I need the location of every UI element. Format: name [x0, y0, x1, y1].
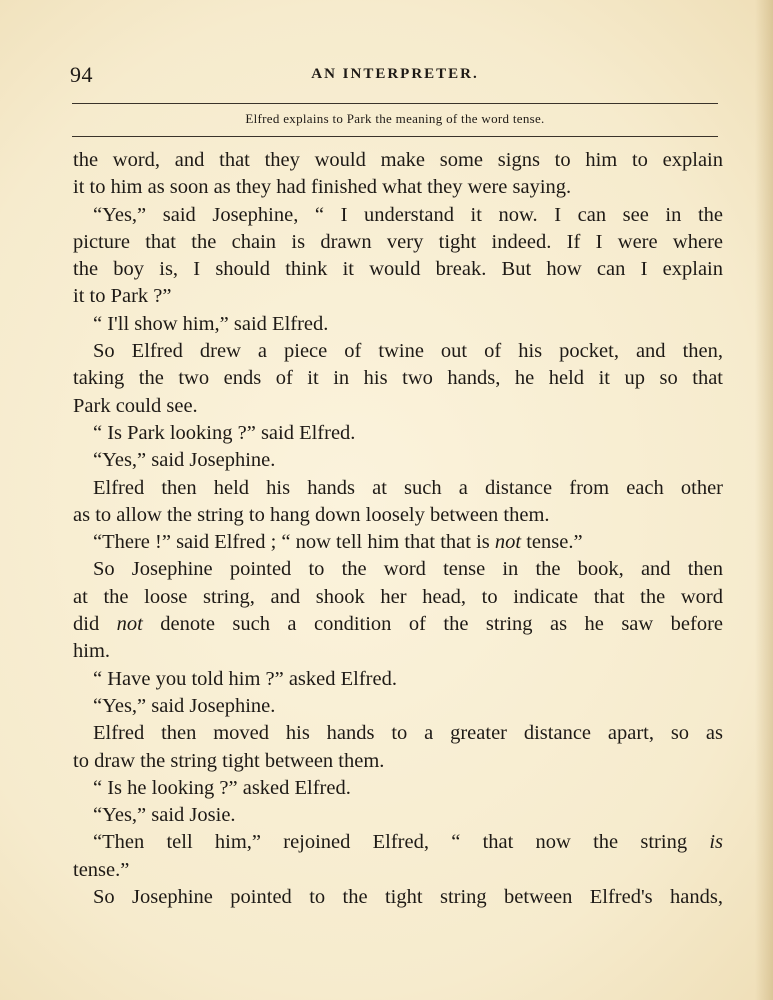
text-line: the word, and that they would make some signs to him to explain	[73, 149, 723, 171]
illustration-caption: Elfred explains to Park the meaning of the word tense.	[245, 111, 545, 126]
text-line: “ Have you told him ?” asked Elfred.	[93, 667, 397, 690]
text-line: “ Is Park looking ?” said Elfred.	[93, 421, 356, 444]
text-line: Park could see.	[73, 394, 198, 417]
italic-word: not	[494, 531, 522, 554]
running-head	[70, 62, 720, 88]
text-line: So Elfred drew a piece of twine out of his pocket, and then,	[93, 340, 723, 363]
text-line: the boy is, I should think it would break. But how can I explain	[73, 258, 723, 281]
page-number: 94	[70, 62, 93, 87]
text-line: “ Is he looking ?” asked Elfred.	[93, 776, 351, 799]
italic-word: is	[709, 831, 723, 854]
text-line: picture that the chain is drawn very tight indeed. If I were where	[73, 230, 723, 253]
text-line: it to him as soon as they had finished what they were saying.	[73, 176, 572, 199]
text-line: So Josephine pointed to the word tense in the book, and then	[93, 558, 723, 581]
text-line: to draw the string tight between them.	[73, 749, 385, 772]
text-line: “Yes,” said Josephine, “ I understand it now. I can see in the	[93, 203, 723, 226]
text-line: as to allow the string to hang down loosely between them.	[73, 503, 550, 526]
text-line: did not denote such a condition of the string as he saw before	[73, 613, 724, 636]
text-line: tense.”	[73, 858, 130, 881]
text-line: “Yes,” said Josephine.	[93, 694, 276, 717]
text-line: “ I'll show him,” said Elfred.	[93, 312, 329, 335]
text-line: at the loose string, and shook her head, to indicate that the word	[73, 585, 723, 608]
text-line: “Yes,” said Josephine.	[93, 449, 276, 472]
text-line: Elfred then moved his hands to a greater distance apart, so as	[93, 722, 723, 745]
page-edge-shadow	[755, 0, 773, 1000]
text-line: Elfred then held his hands at such a distance from each other	[93, 476, 723, 499]
caption-rule-bottom	[72, 136, 718, 137]
running-title: AN INTERPRETER.	[311, 66, 479, 82]
text-line: taking the two ends of it in his two hands, he held it up so that	[73, 367, 723, 390]
text-line: “Then tell him,” rejoined Elfred, “ that now the string is	[93, 831, 723, 854]
text-line: “Yes,” said Josie.	[93, 804, 236, 827]
text-line: it to Park ?”	[73, 285, 172, 308]
text-line: So Josephine pointed to the tight string between Elfred's hands,	[93, 886, 723, 909]
body-text	[73, 147, 723, 911]
caption-rule-top	[72, 103, 718, 104]
text-line: “There !” said Elfred ; “ now tell him that that is not tense.”	[93, 531, 583, 554]
text-line: him.	[73, 640, 111, 663]
italic-word: not	[116, 613, 143, 636]
